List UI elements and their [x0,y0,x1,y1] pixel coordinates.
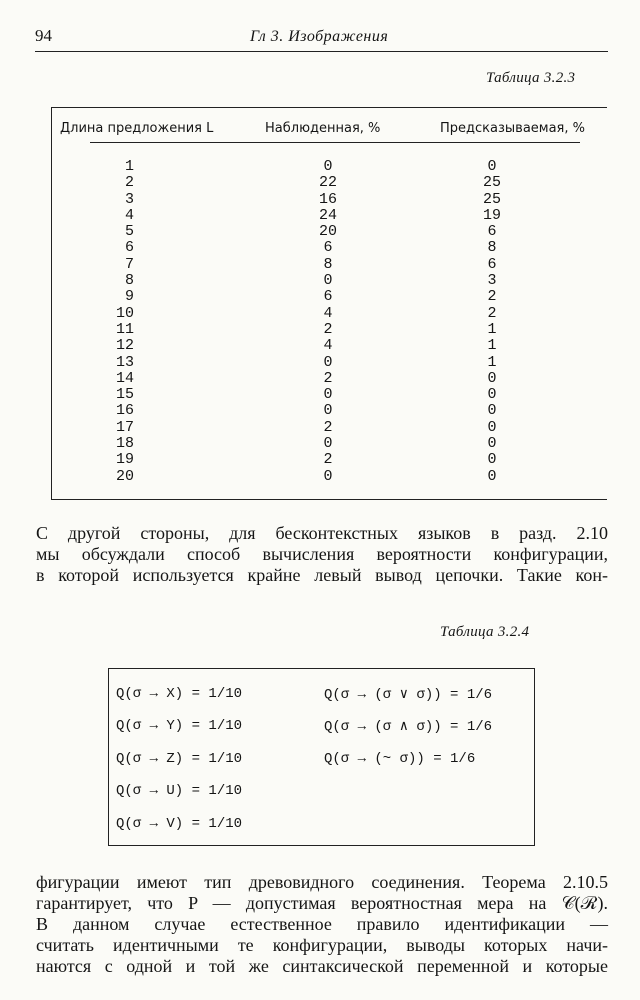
paragraph-line: наются с одной и той же синтаксической переменной и которые [36,956,608,976]
table1-column-length [110,159,134,485]
paragraph-line: в которой используется крайне левый вывод цепочки. Такие кон- [36,565,608,585]
table2-formula: Q(σ → U) = 1/10 [116,783,243,799]
table1-cell-predicted: 1 [487,337,497,355]
table1-cell-observed: 6 [323,288,333,306]
table1-cell-observed: 0 [323,467,333,485]
paragraph-line: фигурации имеют тип древовидного соединения. Теорема 2.10.5 [36,872,608,892]
table1-cell-predicted: 3 [487,272,497,290]
paragraph-1 [36,523,608,586]
page-number: 94 [35,26,52,45]
table1-cell-observed: 16 [318,190,337,208]
table1-cell-predicted: 8 [487,239,497,257]
table1-cell-length: 1 [124,158,134,175]
table1-cell-length: 14 [115,369,134,387]
table1-cell-predicted: 1 [487,320,497,338]
table1-header-length: Длина предложения L [60,121,214,136]
table1-cell-observed: 4 [323,337,333,355]
paragraph-2 [36,872,608,977]
table1-cell-observed: 0 [323,435,333,453]
table1-cell-predicted: 25 [482,174,501,192]
table1-cell-length: 9 [124,288,134,306]
header-rule [35,51,608,52]
table1-cell-length: 19 [115,451,134,469]
table1-cell-length: 20 [115,467,134,485]
table1-header-rule [90,142,580,143]
table1-cell-observed: 22 [318,174,337,192]
table1-header-predicted: Предсказываемая, % [440,121,585,136]
table1-cell-length: 5 [124,223,134,241]
table1-cell-length: 4 [124,206,134,224]
table1-cell-predicted: 0 [487,435,497,453]
table1-cell-observed: 20 [318,223,337,241]
table1-cell-length: 8 [124,272,134,290]
table1-cell-observed: 4 [323,304,333,322]
table1-cell-predicted: 6 [487,223,497,241]
table1-cell-observed: 6 [323,239,333,257]
table1-cell-length: 18 [115,435,134,453]
table1-cell-predicted: 25 [482,190,501,208]
table1-cell-observed: 0 [323,158,333,175]
paragraph-line: мы обсуждали способ вычисления вероятности конфигурации, [36,544,608,564]
table1-cell-length: 11 [115,320,134,338]
table1-cell-length: 7 [124,255,134,273]
table1-column-observed [318,159,338,485]
table1-cell-observed: 0 [323,402,333,420]
table1-cell-predicted: 0 [487,418,497,436]
chapter-title: Гл 3. Изображения [250,28,389,45]
table1-cell-observed: 2 [323,320,333,338]
table1-cell-length: 6 [124,239,134,257]
table1-cell-observed: 0 [323,353,333,371]
table1-cell-observed: 2 [323,418,333,436]
table2-caption: Таблица 3.2.4 [440,624,530,640]
table1-cell-observed: 24 [318,206,337,224]
table1-cell-predicted: 0 [487,369,497,387]
table1-cell-predicted: 2 [487,288,497,306]
table2-formula: Q(σ → (σ ∨ σ)) = 1/6 [324,687,493,703]
table1-cell-predicted: 0 [487,386,497,404]
paragraph-line: В данном случае естественное правило идентификации — [36,914,608,934]
table1-cell-observed: 2 [323,369,333,387]
table2-formula: Q(σ → Y) = 1/10 [116,718,243,734]
table1-cell-predicted: 0 [487,467,497,485]
table1-cell-length: 2 [124,174,134,192]
table1-cell-length: 10 [115,304,134,322]
table1-cell-predicted: 6 [487,255,497,273]
table1-cell-observed: 0 [323,386,333,404]
table1-caption: Таблица 3.2.3 [486,70,576,86]
table1-cell-predicted: 2 [487,304,497,322]
paragraph-line: гарантирует, что P — допустимая вероятностная мера на 𝒞(ℛ). [36,893,608,913]
table1-cell-predicted: 1 [487,353,497,371]
table1-cell-length: 3 [124,190,134,208]
table2-formula: Q(σ → X) = 1/10 [116,686,243,702]
table1-column-predicted [482,159,502,485]
table1-header-observed: Наблюденная, % [265,121,381,136]
paragraph-line: С другой стороны, для бесконтекстных языков в разд. 2.10 [36,523,608,543]
paragraph-line: считать идентичными те конфигурации, выводы которых начи- [36,935,608,955]
table2-formula: Q(σ → Z) = 1/10 [116,751,243,767]
table1-cell-length: 12 [115,337,134,355]
table1-cell-predicted: 0 [487,402,497,420]
table1-cell-predicted: 19 [482,206,501,224]
table1-cell-length: 13 [115,353,134,371]
table1-cell-length: 15 [115,386,134,404]
table1-cell-predicted: 0 [487,158,497,175]
table1-cell-observed: 2 [323,451,333,469]
table2-formula: Q(σ → V) = 1/10 [116,816,243,832]
table1-cell-predicted: 0 [487,451,497,469]
table1-cell-observed: 0 [323,272,333,290]
table2-formula: Q(σ → (~ σ)) = 1/6 [324,751,476,767]
table1-cell-length: 17 [115,418,134,436]
table1-cell-observed: 8 [323,255,333,273]
table2-formula: Q(σ → (σ ∧ σ)) = 1/6 [324,719,493,735]
table1-cell-length: 16 [115,402,134,420]
